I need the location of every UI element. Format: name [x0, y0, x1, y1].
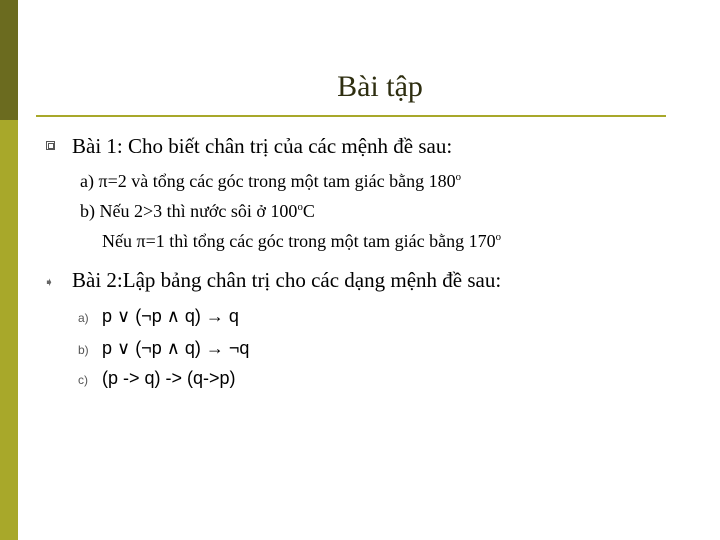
formula-letter: a): [78, 311, 89, 325]
part-c-text: Nếu π=1 thì tổng các góc trong một tam giác bằng 170: [102, 231, 496, 251]
formula-text: p ∨ (¬p ∧ q) → ¬q: [102, 338, 250, 358]
formula-row: [78, 368, 236, 389]
slide-title: Bài tập: [337, 70, 423, 103]
exercise-1-text: Bài 1: Cho biết chân trị của các mệnh đề sau:: [72, 134, 453, 158]
exercise-1-part-b: [80, 201, 315, 222]
exercise-2-text: Bài 2:Lập bảng chân trị cho các dạng mệnh đề sau:: [72, 268, 502, 292]
formula-row: [78, 338, 249, 359]
exercise-1-part-c: [102, 231, 501, 252]
formula-letter: c): [78, 373, 88, 387]
degree-sup: o: [455, 171, 462, 183]
part-b-text: b) Nếu 2>3 thì nước sôi ở 100: [80, 201, 298, 221]
degree-sup: o: [297, 201, 303, 213]
formula-text: (p -> q) -> (q->p): [102, 368, 236, 388]
part-a-text: a) π=2 và tổng các góc trong một tam giác bằng 180: [80, 171, 456, 191]
formula-text: p ∨ (¬p ∧ q) → q: [102, 306, 239, 326]
arrow-bullet-icon: ➧: [44, 275, 55, 289]
part-b-unit: C: [302, 201, 315, 221]
accent-bar-light: [0, 120, 18, 540]
degree-sup: o: [495, 231, 502, 243]
formula-row: [78, 306, 239, 327]
exercise-1-part-a: [80, 171, 461, 192]
square-bullet-icon: [46, 141, 55, 150]
formula-letter: b): [78, 343, 89, 357]
title-divider: [36, 115, 666, 117]
